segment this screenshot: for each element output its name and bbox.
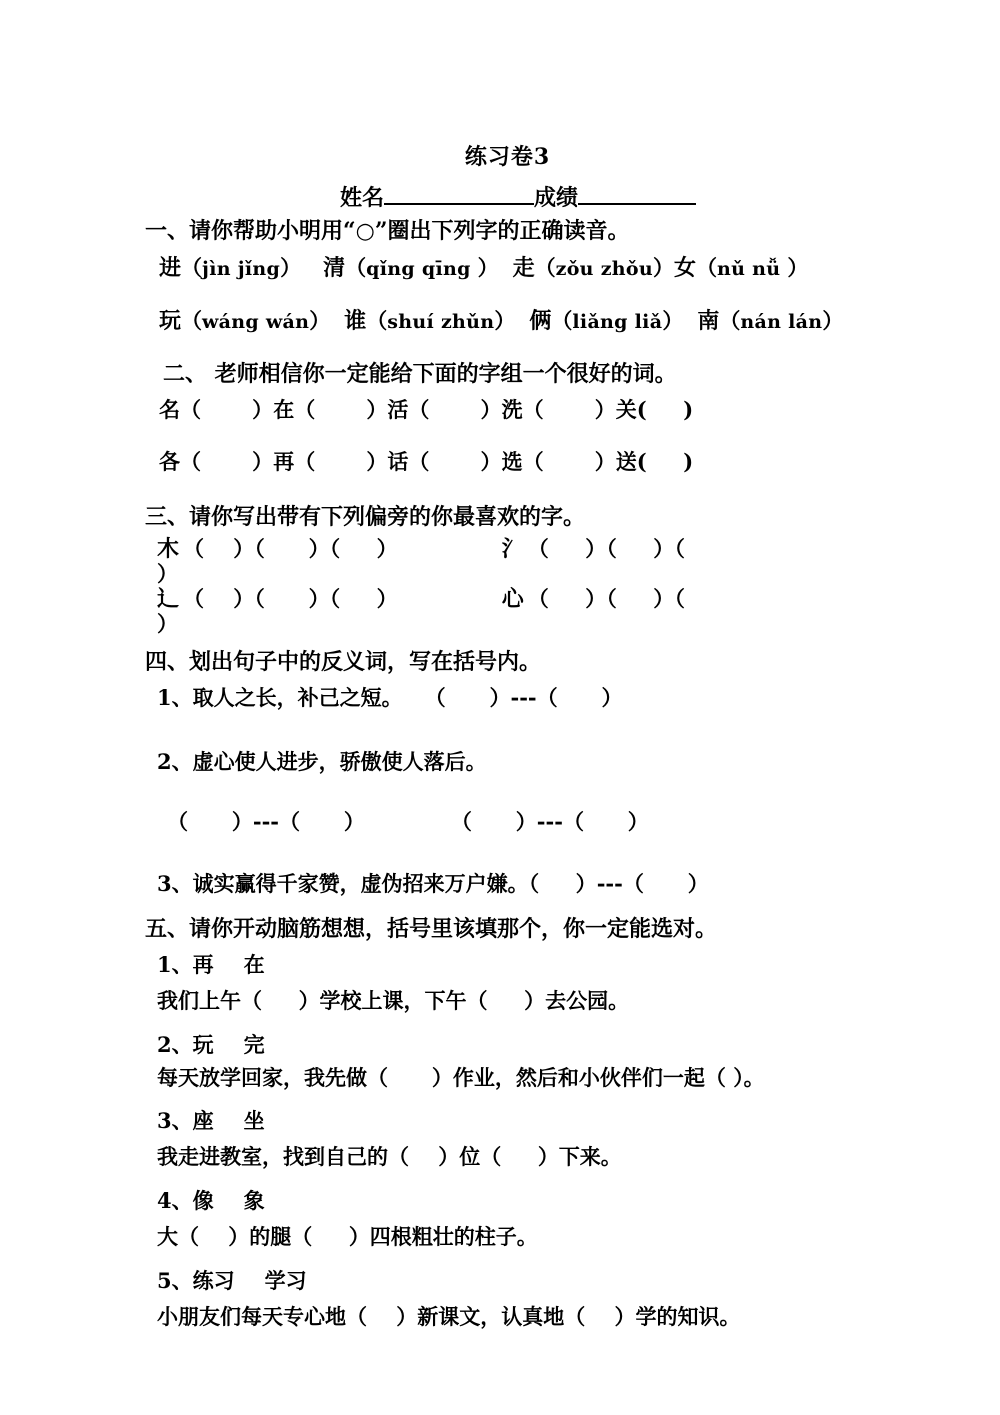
answer-blank[interactable]: （ ） bbox=[424, 685, 511, 711]
pinyin-options[interactable]: wáng wán bbox=[202, 311, 310, 333]
answer-separator: --- bbox=[510, 685, 537, 711]
answer-blank[interactable]: （ ） bbox=[183, 536, 255, 561]
choice-option[interactable]: 象 bbox=[243, 1187, 265, 1213]
radical-row bbox=[145, 537, 860, 562]
radical-row bbox=[145, 587, 860, 612]
section-3-heading: 三、请你写出带有下列偏旁的你最喜欢的字。 bbox=[145, 504, 586, 530]
paren-open: （ bbox=[345, 255, 367, 280]
word-char: 活 bbox=[387, 397, 409, 422]
sentence-part: ）去公园。 bbox=[524, 988, 630, 1014]
word-char: 洗 bbox=[501, 397, 523, 422]
answer-blank[interactable]: （ ） bbox=[408, 397, 502, 422]
word-char: 在 bbox=[273, 397, 295, 422]
paren-close: ） bbox=[822, 308, 844, 333]
item-sentence: 取人之长，补己之短。 bbox=[192, 685, 403, 711]
choice-pair bbox=[145, 949, 860, 979]
item-sentence: 诚实赢得千家赞，虚伪招来万户嫌。 bbox=[192, 871, 529, 897]
pinyin-row bbox=[145, 304, 860, 335]
page-title: 练习卷3 bbox=[464, 144, 551, 170]
answer-blank[interactable]: （ ） bbox=[254, 586, 330, 612]
item-number: 2、 bbox=[157, 1032, 193, 1058]
section-1-heading: 一、请你帮助小明用“○”圈出下列字的正确读音。 bbox=[145, 218, 630, 244]
answer-blank[interactable]: （ ） bbox=[167, 809, 253, 835]
answer-blank[interactable] bbox=[388, 1065, 432, 1090]
paren-open: （ bbox=[181, 255, 203, 280]
answer-separator: --- bbox=[596, 871, 623, 897]
sentence-part: 小朋友们每天专心地（ bbox=[157, 1303, 367, 1329]
sentence-part: 我们上午（ bbox=[157, 988, 262, 1014]
radical-char: 辶 bbox=[157, 586, 180, 613]
item-number: 3、 bbox=[157, 871, 193, 897]
section-5-heading: 五、请你开动脑筋想想，括号里该填那个，你一定能选对。 bbox=[145, 916, 718, 943]
word-char: 关 bbox=[615, 397, 637, 422]
answer-blank[interactable]: （ ） bbox=[183, 586, 255, 612]
pinyin-row bbox=[145, 251, 860, 282]
word-char: 再 bbox=[273, 449, 295, 474]
pinyin-options[interactable]: zǒu zhǒu bbox=[555, 258, 653, 280]
pinyin-options[interactable]: nǔ nǚ bbox=[717, 258, 788, 280]
cloze-sentence bbox=[145, 1065, 869, 1091]
choice-option[interactable]: 玩 bbox=[192, 1032, 214, 1058]
answer-blank[interactable]: （ ） bbox=[408, 449, 502, 474]
answer-blank[interactable]: （ ） bbox=[180, 397, 274, 422]
sentence-part: ）。 bbox=[733, 1065, 765, 1091]
answer-blank[interactable]: （ ） bbox=[180, 449, 274, 474]
word-build-row bbox=[145, 446, 860, 476]
pinyin-options[interactable]: liǎng liǎ bbox=[572, 311, 663, 333]
sentence-part: ）位（ bbox=[438, 1143, 502, 1169]
section-2-heading: 二、 老师相信你一定能给下面的字组一个很好的词。 bbox=[163, 361, 677, 387]
score-label: 成绩 bbox=[534, 185, 579, 211]
student-id-line bbox=[145, 181, 860, 212]
answer-blank[interactable]: （ ） bbox=[450, 809, 537, 835]
answer-blank[interactable]: （ ） bbox=[294, 397, 388, 422]
cloze-sentence bbox=[145, 985, 860, 1015]
choice-option[interactable]: 再 bbox=[192, 952, 214, 978]
answer-blank[interactable] bbox=[409, 1144, 438, 1169]
pinyin-options[interactable]: shuí zhǔn bbox=[387, 311, 495, 333]
choice-option[interactable]: 完 bbox=[243, 1032, 265, 1058]
antonym-item bbox=[145, 746, 860, 776]
answer-blank[interactable]: （ ） bbox=[527, 586, 607, 612]
answer-blank[interactable]: （ ） bbox=[527, 536, 607, 561]
choice-option[interactable]: 练习 bbox=[192, 1267, 235, 1293]
radical-char: 氵 bbox=[501, 536, 524, 562]
item-number: 4、 bbox=[157, 1187, 193, 1213]
pinyin-hanzi: 清 bbox=[323, 255, 346, 281]
sentence-part: ）学校上课，下午（ bbox=[298, 988, 488, 1014]
answer-blank[interactable] bbox=[199, 1224, 228, 1249]
answer-blank-narrow[interactable]: ( ) bbox=[636, 397, 694, 422]
answer-blank-narrow[interactable]: ( ) bbox=[636, 449, 694, 474]
paren-open: （ bbox=[534, 255, 556, 280]
cloze-sentence bbox=[145, 1301, 860, 1331]
paren-open: （ bbox=[719, 308, 741, 333]
choice-option[interactable]: 学习 bbox=[264, 1267, 307, 1293]
choice-pair bbox=[145, 1029, 860, 1059]
choice-option[interactable]: 座 bbox=[192, 1107, 214, 1133]
answer-blank[interactable]: （ ） bbox=[279, 809, 365, 835]
answer-blank[interactable] bbox=[312, 1224, 349, 1249]
sentence-part: ）学的知识。 bbox=[614, 1303, 741, 1329]
paren-open: （ bbox=[181, 308, 203, 333]
radical-row-overflow[interactable]: ） bbox=[157, 610, 178, 636]
answer-blank-open[interactable]: （ bbox=[674, 536, 685, 561]
word-char: 话 bbox=[387, 449, 409, 474]
paren-close: ） bbox=[477, 255, 499, 280]
item-sentence: 虚心使人进步，骄傲使人落后。 bbox=[192, 749, 487, 775]
answer-blank[interactable]: （ ） bbox=[522, 397, 616, 422]
answer-blank[interactable]: （ ） bbox=[622, 871, 709, 897]
pinyin-hanzi: 走 bbox=[512, 255, 535, 281]
paren-open: （ bbox=[366, 308, 388, 333]
sentence-part: ）的腿（ bbox=[228, 1223, 313, 1249]
word-build-row bbox=[145, 394, 860, 424]
cloze-sentence bbox=[145, 1141, 860, 1171]
antonym-item bbox=[145, 682, 860, 712]
item-number: 5、 bbox=[157, 1267, 193, 1293]
choice-pair bbox=[145, 1265, 860, 1295]
choice-option[interactable]: 坐 bbox=[243, 1107, 265, 1133]
word-char: 各 bbox=[159, 449, 180, 474]
answer-blank[interactable]: （ ） bbox=[606, 536, 675, 561]
pinyin-hanzi: 南 bbox=[697, 308, 720, 334]
cloze-sentence bbox=[145, 1221, 860, 1251]
answer-blank[interactable]: （ ） bbox=[606, 586, 675, 612]
answer-blank-open[interactable]: （ bbox=[674, 586, 685, 612]
antonym-item bbox=[145, 868, 860, 898]
pinyin-options[interactable]: qǐng qīng bbox=[366, 258, 478, 280]
paren-close: ） bbox=[280, 255, 302, 280]
paren-close: ） bbox=[653, 255, 674, 280]
section-4-heading: 四、划出句子中的反义词，写在括号内。 bbox=[145, 649, 542, 676]
choice-pair bbox=[145, 1185, 860, 1215]
antonym-answer-row bbox=[145, 806, 860, 836]
sentence-part: ）下来。 bbox=[537, 1143, 622, 1169]
sentence-part: 我走进教室，找到自己的（ bbox=[157, 1143, 409, 1169]
sentence-part: 每天放学回家，我先做（ bbox=[157, 1065, 388, 1091]
word-char: 名 bbox=[159, 397, 180, 422]
paren-open: （ bbox=[551, 308, 573, 333]
answer-blank[interactable] bbox=[488, 988, 525, 1013]
paren-close: ） bbox=[662, 308, 684, 333]
word-char: 送 bbox=[615, 449, 637, 474]
pinyin-hanzi: 女 bbox=[674, 255, 697, 281]
radical-row-overflow[interactable]: ） bbox=[157, 560, 178, 586]
answer-blank[interactable] bbox=[262, 988, 299, 1013]
word-char: 选 bbox=[501, 449, 523, 474]
item-number: 1、 bbox=[157, 952, 193, 978]
sentence-part: ）四根粗壮的柱子。 bbox=[348, 1223, 538, 1249]
answer-blank[interactable]: （ ） bbox=[329, 586, 398, 612]
answer-blank[interactable] bbox=[585, 1304, 614, 1329]
pinyin-hanzi: 玩 bbox=[159, 308, 182, 334]
item-number: 3、 bbox=[157, 1107, 193, 1133]
paren-close: ） bbox=[494, 308, 516, 333]
name-label: 姓名 bbox=[340, 185, 385, 211]
pinyin-hanzi: 俩 bbox=[529, 308, 552, 334]
answer-blank[interactable] bbox=[501, 1144, 538, 1169]
answer-blank[interactable]: （ ） bbox=[254, 536, 330, 561]
answer-blank[interactable]: （ ） bbox=[329, 536, 398, 561]
answer-separator: --- bbox=[252, 809, 280, 835]
paren-open: （ bbox=[696, 255, 718, 280]
pinyin-hanzi: 进 bbox=[159, 255, 182, 281]
answer-blank[interactable] bbox=[367, 1304, 396, 1329]
choice-option[interactable]: 在 bbox=[243, 952, 265, 978]
radical-char: 心 bbox=[501, 586, 524, 613]
name-blank[interactable] bbox=[384, 203, 534, 205]
item-number: 2、 bbox=[157, 749, 193, 775]
answer-blank[interactable]: （ ） bbox=[536, 685, 623, 711]
sentence-part: ）新课文，认真地（ bbox=[396, 1303, 586, 1329]
answer-blank[interactable]: （ ） bbox=[522, 449, 616, 474]
answer-blank[interactable]: （ ） bbox=[294, 449, 388, 474]
sentence-part: ）作业，然后和小伙伴们一起（ bbox=[431, 1065, 726, 1091]
choice-pair bbox=[145, 1105, 860, 1135]
score-blank[interactable] bbox=[578, 203, 696, 205]
sentence-part: 大（ bbox=[157, 1223, 199, 1249]
answer-separator: --- bbox=[536, 809, 563, 835]
choice-option[interactable]: 像 bbox=[192, 1187, 214, 1213]
pinyin-options[interactable]: jìn jǐng bbox=[202, 258, 281, 280]
pinyin-options[interactable]: nán lán bbox=[740, 311, 823, 333]
radical-char: 木 bbox=[157, 536, 180, 562]
answer-blank[interactable]: （ ） bbox=[528, 871, 597, 897]
item-number: 1、 bbox=[157, 685, 193, 711]
paren-close: ） bbox=[787, 255, 809, 280]
paren-close: ） bbox=[309, 308, 331, 333]
pinyin-hanzi: 谁 bbox=[344, 308, 367, 334]
answer-blank[interactable]: （ ） bbox=[562, 809, 649, 835]
